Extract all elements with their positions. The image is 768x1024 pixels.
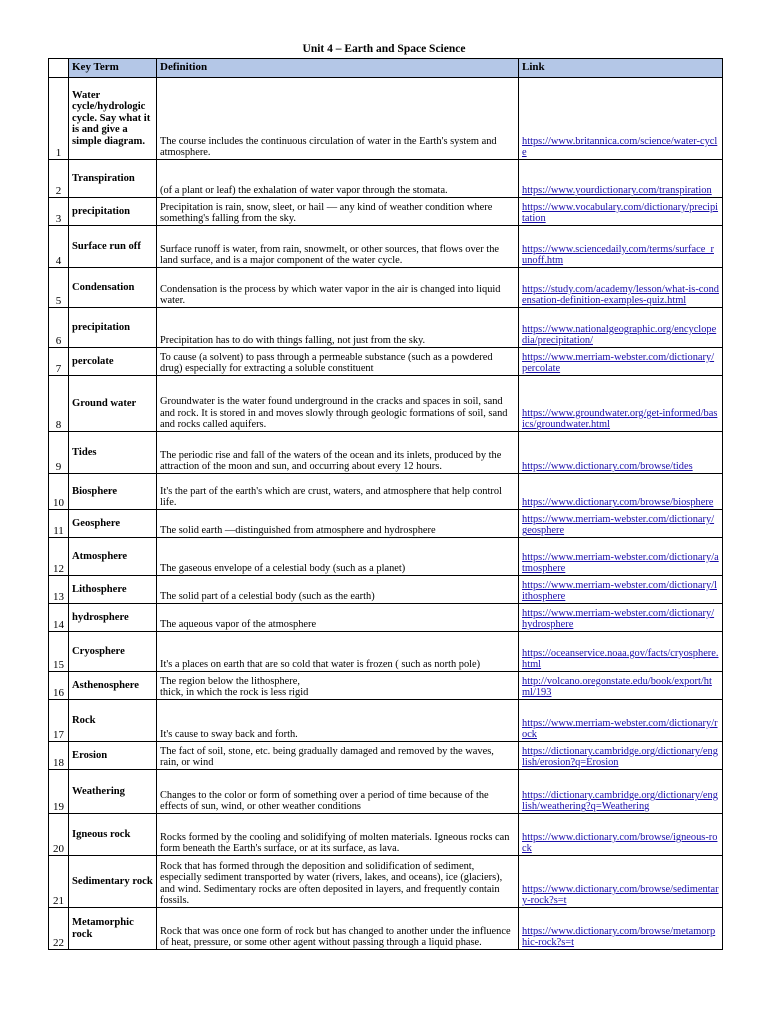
link-cell <box>519 78 723 160</box>
key-term: Surface run off <box>69 226 157 268</box>
reference-link[interactable]: https://www.merriam-webster.com/dictionary/percolate <box>522 351 715 375</box>
table-row <box>49 770 723 814</box>
key-term: Cryosphere <box>69 632 157 672</box>
reference-link[interactable]: https://study.com/academy/lesson/what-is-condensation-definition-examples-quiz.html <box>522 283 720 307</box>
table-row <box>49 432 723 474</box>
table-header-row <box>49 59 723 78</box>
row-number: 6 <box>49 308 69 348</box>
reference-link[interactable]: https://oceanservice.noaa.gov/facts/cryosphere.html <box>522 647 719 671</box>
definition: Precipitation is rain, snow, sleet, or hail — any kind of weather condition where something's falling from the sky. <box>157 198 519 226</box>
row-number: 15 <box>49 632 69 672</box>
definition: Rock that has formed through the deposition and solidification of sediment, especially sediment transported by water (rivers, lakes, and oceans), ice (glaciers), and wind. Sedimentary rocks are often deposited in layers, and frequently contain fossils. <box>157 856 519 908</box>
header-link: Link <box>519 59 723 78</box>
link-cell <box>519 348 723 376</box>
table-row <box>49 268 723 308</box>
row-number: 10 <box>49 474 69 510</box>
table-row <box>49 510 723 538</box>
row-number: 16 <box>49 672 69 700</box>
row-number: 18 <box>49 742 69 770</box>
key-term: Sedimentary rock <box>69 856 157 908</box>
key-term: Rock <box>69 700 157 742</box>
definition: The course includes the continuous circulation of water in the Earth's system and atmosphere. <box>157 78 519 160</box>
table-row <box>49 856 723 908</box>
link-cell <box>519 814 723 856</box>
row-number: 8 <box>49 376 69 432</box>
table-row <box>49 908 723 950</box>
definition: The aqueous vapor of the atmosphere <box>157 604 519 632</box>
key-term: precipitation <box>69 308 157 348</box>
row-number: 21 <box>49 856 69 908</box>
row-number: 13 <box>49 576 69 604</box>
reference-link[interactable]: https://www.dictionary.com/browse/igneous-rock <box>522 831 718 855</box>
definition: The periodic rise and fall of the waters of the ocean and its inlets, produced by the attraction of the moon and sun, and occurring about every 12 hours. <box>157 432 519 474</box>
link-cell <box>519 856 723 908</box>
link-cell <box>519 474 723 510</box>
definition: It's cause to sway back and forth. <box>157 700 519 742</box>
reference-link[interactable]: https://www.dictionary.com/browse/sedimentary-rock?s=t <box>522 883 719 907</box>
link-cell <box>519 226 723 268</box>
document-title: Unit 4 – Earth and Space Science <box>302 43 466 55</box>
row-number: 3 <box>49 198 69 226</box>
link-cell <box>519 742 723 770</box>
link-cell <box>519 770 723 814</box>
table-row <box>49 742 723 770</box>
table-row <box>49 604 723 632</box>
table-row <box>49 538 723 576</box>
table-row <box>49 672 723 700</box>
key-term: Lithosphere <box>69 576 157 604</box>
definition: The gaseous envelope of a celestial body (such as a planet) <box>157 538 519 576</box>
definition: It's a places on earth that are so cold that water is frozen ( such as north pole) <box>157 632 519 672</box>
table-row <box>49 632 723 672</box>
link-cell <box>519 604 723 632</box>
header-key-term: Key Term <box>69 59 157 78</box>
row-number: 4 <box>49 226 69 268</box>
link-cell <box>519 576 723 604</box>
link-cell <box>519 632 723 672</box>
definition: It's the part of the earth's which are crust, waters, and atmosphere that help control life. <box>157 474 519 510</box>
table-row <box>49 348 723 376</box>
definition: (of a plant or leaf) the exhalation of water vapor through the stomata. <box>157 160 519 198</box>
key-term: Igneous rock <box>69 814 157 856</box>
reference-link[interactable]: https://www.dictionary.com/browse/biosphere <box>522 497 714 509</box>
key-term: Water cycle/hydrologic cycle. Say what it is and give a simple diagram. <box>69 78 157 160</box>
table-row <box>49 160 723 198</box>
link-cell <box>519 432 723 474</box>
key-term: Weathering <box>69 770 157 814</box>
link-cell <box>519 908 723 950</box>
reference-link[interactable]: https://www.groundwater.org/get-informed/basics/groundwater.html <box>522 407 718 431</box>
reference-link[interactable]: https://www.merriam-webster.com/dictionary/atmosphere <box>522 551 719 575</box>
header-number <box>49 59 69 78</box>
link-cell <box>519 268 723 308</box>
row-number: 20 <box>49 814 69 856</box>
definition: The fact of soil, stone, etc. being gradually damaged and removed by the waves, rain, or wind <box>157 742 519 770</box>
link-cell <box>519 376 723 432</box>
key-terms-table <box>48 58 723 950</box>
definition: Condensation is the process by which water vapor in the air is changed into liquid water. <box>157 268 519 308</box>
definition: To cause (a solvent) to pass through a permeable substance (such as a powdered drug) especially for extracting a soluble constituent <box>157 348 519 376</box>
table-row <box>49 700 723 742</box>
link-cell <box>519 510 723 538</box>
row-number: 14 <box>49 604 69 632</box>
row-number: 19 <box>49 770 69 814</box>
reference-link[interactable]: http://volcano.oregonstate.edu/book/export/html/193 <box>522 675 712 699</box>
reference-link[interactable]: https://www.dictionary.com/browse/tides <box>522 461 693 473</box>
key-term: Asthenosphere <box>69 672 157 700</box>
reference-link[interactable]: https://www.yourdictionary.com/transpiration <box>522 185 712 197</box>
row-number: 1 <box>49 78 69 160</box>
reference-link[interactable]: https://www.britannica.com/science/water-cycle <box>522 135 718 159</box>
reference-link[interactable]: https://www.sciencedaily.com/terms/surface_runoff.htm <box>522 243 714 267</box>
reference-link[interactable]: https://www.dictionary.com/browse/metamorphic-rock?s=t <box>522 925 716 949</box>
key-term: percolate <box>69 348 157 376</box>
row-number: 7 <box>49 348 69 376</box>
key-term: Atmosphere <box>69 538 157 576</box>
link-cell <box>519 700 723 742</box>
link-cell <box>519 198 723 226</box>
reference-link[interactable]: https://www.vocabulary.com/dictionary/precipitation <box>522 201 719 225</box>
key-term: Biosphere <box>69 474 157 510</box>
table-row <box>49 198 723 226</box>
reference-link[interactable]: https://dictionary.cambridge.org/dictionary/english/erosion?q=Erosion <box>522 745 718 769</box>
key-term: Erosion <box>69 742 157 770</box>
key-term: Metamorphic rock <box>69 908 157 950</box>
definition: Surface runoff is water, from rain, snowmelt, or other sources, that flows over the land surface, and is a major component of the water cycle. <box>157 226 519 268</box>
reference-link[interactable]: https://dictionary.cambridge.org/dictionary/english/weathering?q=Weathering <box>522 789 718 813</box>
definition: Rock that was once one form of rock but has changed to another under the influence of heat, pressure, or some other agent without passing through a liquid phase. <box>157 908 519 950</box>
row-number: 22 <box>49 908 69 950</box>
definition: Changes to the color or form of something over a period of time because of the effects of sun, wind, or other weather conditions <box>157 770 519 814</box>
table-row <box>49 78 723 160</box>
row-number: 5 <box>49 268 69 308</box>
definition: Rocks formed by the cooling and solidifying of molten materials. Igneous rocks can form beneath the Earth's surface, or at its surface, as lava. <box>157 814 519 856</box>
definition: The solid part of a celestial body (such as the earth) <box>157 576 519 604</box>
link-cell <box>519 160 723 198</box>
table-row <box>49 814 723 856</box>
table-row <box>49 226 723 268</box>
key-term: Tides <box>69 432 157 474</box>
link-cell <box>519 672 723 700</box>
key-term: precipitation <box>69 198 157 226</box>
key-term: hydrosphere <box>69 604 157 632</box>
definition: The region below the lithosphere, thick, in which the rock is less rigid <box>157 672 519 700</box>
reference-link[interactable]: https://www.merriam-webster.com/dictionary/geosphere <box>522 513 715 537</box>
header-definition: Definition <box>157 59 519 78</box>
reference-link[interactable]: https://www.merriam-webster.com/dictionary/hydrosphere <box>522 607 715 631</box>
row-number: 17 <box>49 700 69 742</box>
definition: Precipitation has to do with things falling, not just from the sky. <box>157 308 519 348</box>
table-row <box>49 308 723 348</box>
key-term: Condensation <box>69 268 157 308</box>
definition: Groundwater is the water found underground in the cracks and spaces in soil, sand and rock. It is stored in and moves slowly through geologic formations of soil, sand and rocks called aquifers. <box>157 376 519 432</box>
row-number: 2 <box>49 160 69 198</box>
row-number: 12 <box>49 538 69 576</box>
link-cell <box>519 538 723 576</box>
link-cell <box>519 308 723 348</box>
key-term: Transpiration <box>69 160 157 198</box>
key-term: Geosphere <box>69 510 157 538</box>
table-row <box>49 474 723 510</box>
reference-link[interactable]: https://www.merriam-webster.com/dictionary/lithosphere <box>522 579 717 603</box>
reference-link[interactable]: https://www.merriam-webster.com/dictionary/rock <box>522 717 718 741</box>
reference-link[interactable]: https://www.nationalgeographic.org/encyclopedia/precipitation/ <box>522 323 717 347</box>
row-number: 11 <box>49 510 69 538</box>
definition: The solid earth —distinguished from atmosphere and hydrosphere <box>157 510 519 538</box>
row-number: 9 <box>49 432 69 474</box>
table-row <box>49 376 723 432</box>
table-row <box>49 576 723 604</box>
key-term: Ground water <box>69 376 157 432</box>
